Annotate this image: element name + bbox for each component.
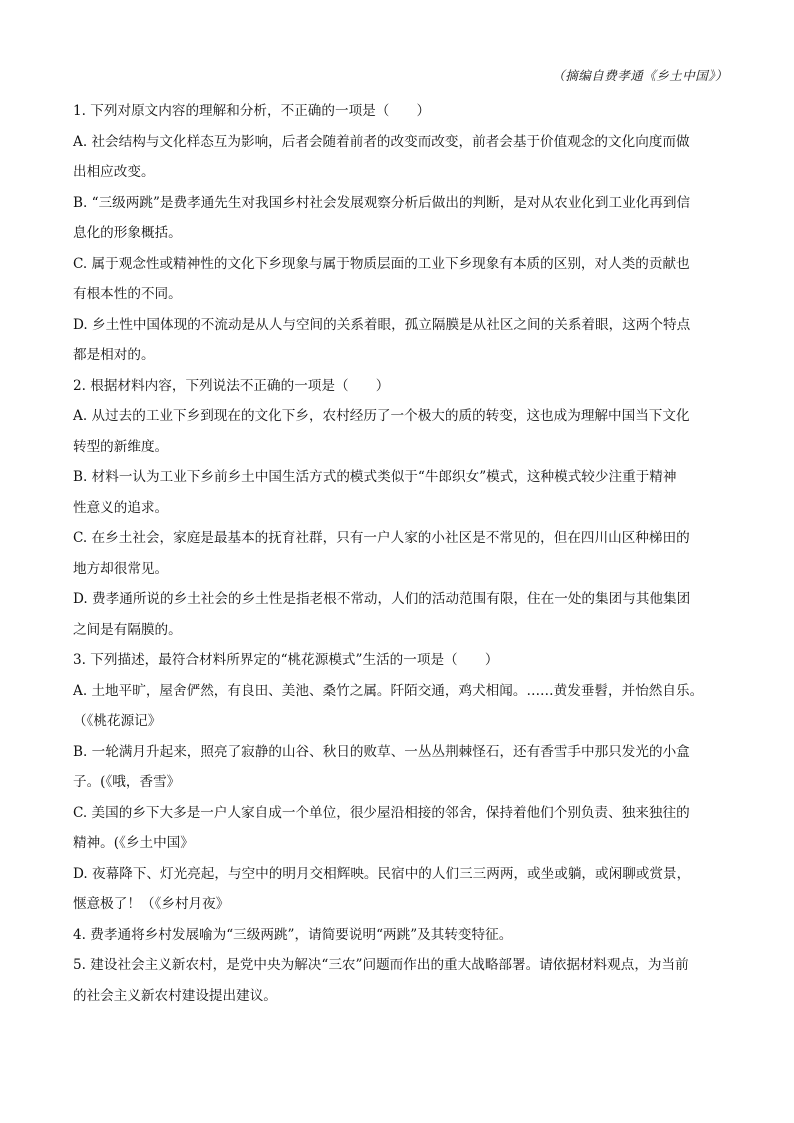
question-1-option-b-cont: 息化的形象概括。 [73, 225, 182, 241]
question-3-option-c: C. 美国的乡下大多是一户人家自成一个单位，很少屋沿相接的邻舍，保持着他们个别负责、独来独往的 [73, 804, 690, 821]
question-5-stem: 5. 建设社会主义新农村，是党中央为解决“三农”问题而作出的重大战略部署。请依据材料观点，为当前 [73, 957, 689, 973]
question-1-option-b: B. “三级两跳”是费孝通先生对我国乡村社会发展观察分析后做出的判断，是对从农业化到工业化再到信 [73, 194, 691, 211]
question-2-option-a-cont: 转型的新维度。 [73, 438, 169, 455]
question-1-stem: 1. 下列对原文内容的理解和分析，不正确的一项是（ ） [73, 103, 431, 119]
question-1-option-a-cont: 出相应改变。 [73, 164, 155, 180]
question-2-option-a: A. 从过去的工业下乡到现在的文化下乡，农村经历了一个极大的质的转变，这也成为理解中国当下文化 [73, 408, 690, 424]
question-3-option-a-cont: （《桃花源记》 [73, 713, 162, 729]
question-2-option-d: D. 费孝通所说的乡土社会的乡土性是指老根不常动，人们的活动范围有限，住在一处的集团与其他集团 [73, 591, 691, 607]
question-3-option-b-cont: 子。(《哦，香雪》 [73, 774, 181, 790]
question-1-option-c-cont: 有根本性的不同。 [73, 286, 182, 302]
question-3-option-b: B. 一轮满月升起来，照亮了寂静的山谷、秋日的败草、一丛丛荆棘怪石，还有香雪手中那只发光的小盒 [73, 743, 690, 760]
question-2-option-c-cont: 地方却很常见。 [73, 560, 169, 577]
question-1-option-a: A. 社会结构与文化样态互为影响，后者会随着前者的改变而改变，前者会基于价值观念的文化向度而做 [73, 133, 690, 150]
question-2-option-c: C. 在乡土社会，家庭是最基本的抚育社群，只有一户人家的小社区是不常见的，但在四川山区种梯田的 [73, 530, 690, 546]
question-1-option-d-cont: 都是相对的。 [73, 347, 155, 363]
question-3-option-d-cont: 惬意极了！（《乡村月夜》 [73, 896, 230, 912]
question-3-option-d: D. 夜幕降下、灯光亮起，与空中的明月交相辉映。民宿中的人们三三两两，或坐或躺，或闲聊或赏景， [73, 865, 691, 882]
question-3-stem: 3. 下列描述，最符合材料所界定的“桃花源模式”生活的一项是（ ） [73, 652, 499, 668]
question-2-option-b-cont: 性意义的追求。 [73, 499, 169, 516]
question-4-stem: 4. 费孝通将乡村发展喻为“三级两跳”，请简要说明“两跳”及其转变特征。 [73, 926, 513, 943]
question-2-stem: 2. 根据材料内容，下列说法不正确的一项是（ ） [73, 377, 390, 394]
question-1-option-c: C. 属于观念性或精神性的文化下乡现象与属于物质层面的工业下乡现象有本质的区别，对人类的贡献也 [73, 255, 690, 272]
question-5-stem-cont: 的社会主义新农村建设提出建议。 [73, 987, 277, 1004]
source-citation: （摘编自费孝通《乡土中国》） [552, 68, 728, 83]
question-3-option-c-cont: 精神。(《乡土中国》 [73, 835, 194, 851]
question-content [73, 96, 721, 1011]
question-2-option-d-cont: 之间是有隔膜的。 [73, 621, 182, 638]
question-1-option-d: D. 乡土性中国体现的不流动是从人与空间的关系着眼，孤立隔膜是从社区之间的关系着眼，这两个特点 [73, 316, 691, 333]
question-2-option-b: B. 材料一认为工业下乡前乡土中国生活方式的模式类似于“牛郎织女”模式，这种模式较少注重于精神 [73, 469, 677, 485]
question-3-option-a: A. 土地平旷，屋舍俨然，有良田、美池、桑竹之属。阡陌交通，鸡犬相闻。……黄发垂髫，并怡然自乐。 [73, 682, 704, 699]
